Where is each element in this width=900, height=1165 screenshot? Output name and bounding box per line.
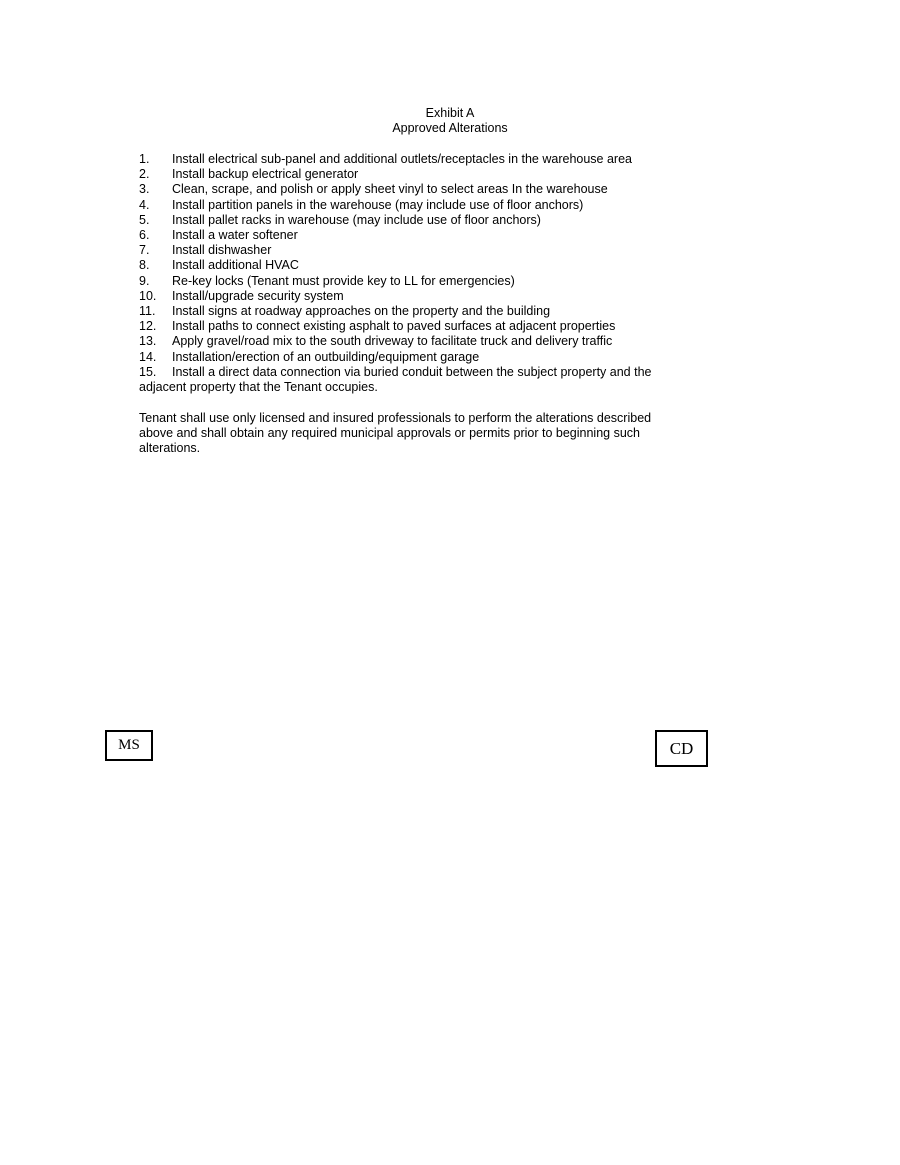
item-number: 13.: [139, 334, 157, 349]
list-item: [139, 152, 679, 167]
item-number: 12.: [139, 319, 157, 334]
exhibit-title: Exhibit A: [425, 106, 475, 120]
list-item: [139, 228, 679, 243]
initials-box-left: MS: [105, 730, 153, 761]
list-item: [139, 182, 679, 197]
item-text: Install partition panels in the warehouse (may include use of floor anchors): [172, 197, 584, 212]
item-text: Install a water softener: [172, 228, 298, 243]
item-text: Install additional HVAC: [172, 258, 299, 273]
list-item: [139, 319, 679, 334]
alterations-list: [139, 152, 679, 395]
item-text: Install dishwasher: [172, 243, 272, 258]
list-item: [139, 213, 679, 228]
item-number: 2.: [139, 167, 150, 182]
list-item: [139, 334, 679, 349]
list-item: [139, 167, 679, 182]
item-text: Clean, scrape, and polish or apply sheet vinyl to select areas In the warehouse: [172, 182, 608, 197]
item-number: 7.: [139, 243, 150, 258]
list-item: [139, 365, 664, 395]
item-text: Install backup electrical generator: [172, 167, 359, 182]
item-number: 8.: [139, 258, 150, 273]
list-item: [139, 274, 679, 289]
list-item: [139, 289, 679, 304]
item-text: Install a direct data connection via buried conduit between the subject property and the adjacent property that the Tenant occupies.: [139, 364, 652, 395]
item-number: 10.: [139, 288, 157, 303]
item-text: Re-key locks (Tenant must provide key to LL for emergencies): [172, 273, 515, 288]
item-number: 1.: [139, 152, 150, 166]
item-text: Install electrical sub-panel and additional outlets/receptacles in the warehouse area: [172, 152, 633, 166]
item-text: Install/upgrade security system: [172, 288, 344, 303]
item-number: 5.: [139, 212, 150, 227]
item-text: Apply gravel/road mix to the south driveway to facilitate truck and delivery traffic: [172, 334, 613, 349]
item-text: Install pallet racks in warehouse (may include use of floor anchors): [172, 212, 541, 227]
list-item: [139, 350, 679, 365]
item-number: 11.: [139, 304, 156, 319]
tenant-note: Tenant shall use only licensed and insured professionals to perform the alterations described above and shall obtain any required municipal approvals or permits prior to beginning such alterations.: [139, 411, 652, 456]
item-number: 14.: [139, 349, 157, 364]
item-text: Install signs at roadway approaches on the property and the building: [172, 304, 551, 319]
item-number: 9.: [139, 273, 150, 288]
item-text: Install paths to connect existing asphalt to paved surfaces at adjacent properties: [172, 319, 616, 334]
item-number: 6.: [139, 228, 150, 243]
list-item: [139, 198, 679, 213]
item-number: 15.: [139, 364, 157, 379]
item-text: Installation/erection of an outbuilding/equipment garage: [172, 349, 480, 364]
item-number: 3.: [139, 182, 150, 197]
exhibit-subtitle: Approved Alterations: [392, 121, 508, 135]
initials-box-right: CD: [655, 730, 708, 767]
list-item: [139, 304, 679, 319]
list-item: [139, 243, 679, 258]
list-item: [139, 258, 679, 273]
item-number: 4.: [139, 197, 150, 212]
